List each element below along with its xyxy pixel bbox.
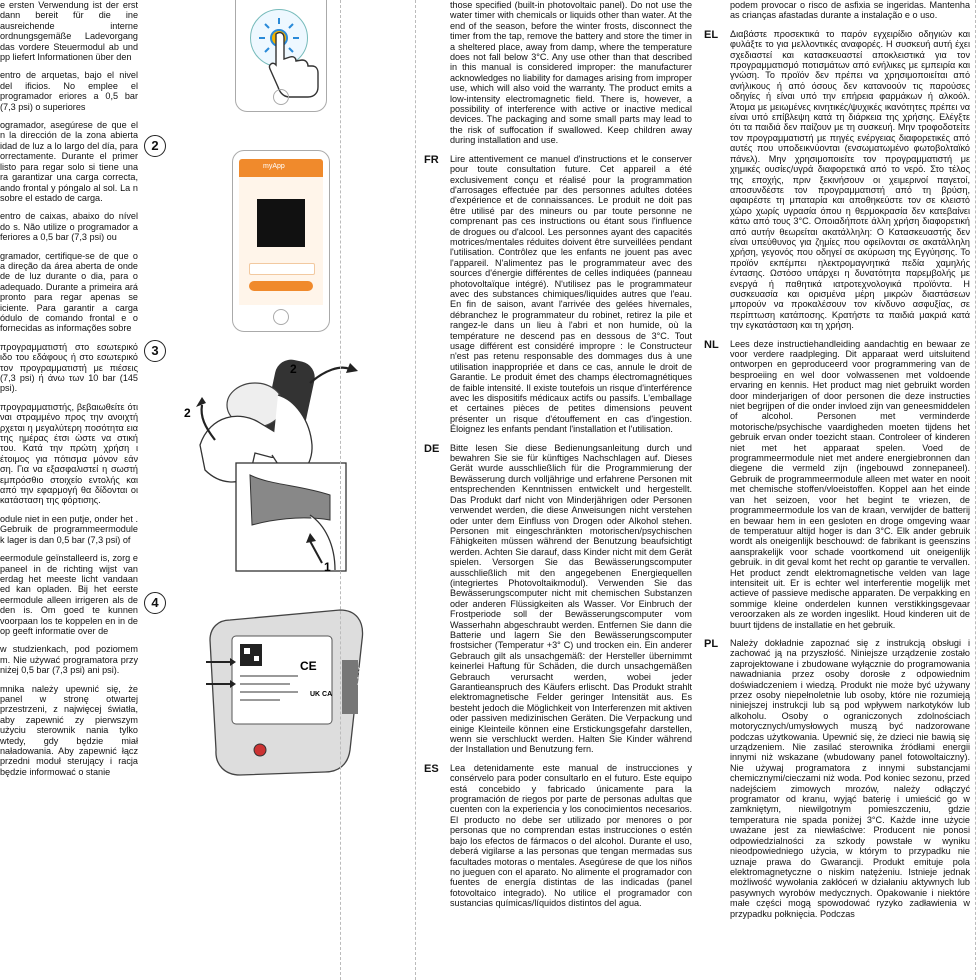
left-paragraph: entro de caixas, abaixo do nível do s. Não utilize o programador a feriores a 0,5 bar (7,3 psi) ou — [0, 211, 138, 243]
instruction-text: Lea detenidamente este manual de instrucciones y consérvelo para poder consultarlo en el futuro. Este equipo está concebido y fabricado únicamente para la programación de riegos por parte de personas adultas que cuenten con la experiencia y los conocimientos necesarios. El producto no debe ser utilizado por menores o por personas que no comprendan estas instrucciones o estén bajo los efectos de fármacos o del alcohol. Durante el uso, deberá vigilarse a las personas que tengan mermadas sus facultades motoras o mentales. Asegúrese de que los niños no jueguen con el aparato. No alimente el programador con fuentes de energía distintas de las indicadas (panel fotovoltaico integrado). No utilice el programador con sustancias químicas/líquidos distintos del agua. — [450, 762, 692, 909]
left-paragraph: entro de arquetas, bajo el nivel del ificios. No emplee el programador eriores a 0,5 bar (7,3 psi) o superiores — [0, 70, 138, 112]
arrow-label-1: 1 — [324, 560, 331, 574]
language-code: FR — [424, 153, 439, 166]
en-text-tail: those specified (built-in photovoltaic panel). Do not use the water timer with chemicals or liquids other than water. At the end of the season, before the winter frosts, disconnect the timer from the tap, remove the battery and store the timer in a sheltered place, away from damp, where the temperature does not fall below 3°C. Any use other than that described in this manual is considered improper: the manufacturer acknowledges no liability for damages arising from improper use, which will also void the warranty. The product emits a low-intensity electromagnetic field. There is, however, a possibility of interference with active or inactive medical devices. The packaging and some small parts may lead to the risk of suffocation if swallowed. Keep children away during installation and use. — [450, 0, 692, 146]
left-paragraph: προγραμματιστή στο εσωτερικό ιδο του εδάφους ή στο εσωτερικό τον προγραμματιστή με πιέσεις (7,3 psi) ή άνω των 10 bar (145 psi). — [0, 341, 138, 394]
app-screen — [239, 177, 323, 305]
column-pt-el-nl-pl — [704, 0, 970, 927]
home-button-icon — [273, 309, 289, 325]
dashed-divider — [975, 0, 976, 980]
left-paragraph: eermodule geïnstalleerd is, zorg e paneel in de richting wijst van erdag het meeste licht vandaan ed kan opladen. Bij het eerste eermodule alleen irrigeren als de den is. Om goed te kunnen voorpaan los te koppelen en in de op geeft informatie over de — [0, 553, 138, 636]
language-code: NL — [704, 338, 719, 351]
pt-text-tail: podem provocar o risco de asfixia se ingeridas. Mantenha as crianças afastadas durante a instalação e o uso. — [730, 0, 970, 21]
lang-section-es — [424, 763, 692, 909]
language-code: DE — [424, 442, 440, 455]
left-paragraph: odule niet in een putje, onder het . Gebruik de programmeermodule k lager is dan 0,5 bar (7,3 psi) of — [0, 513, 138, 545]
ukca-mark: UK CA — [310, 691, 333, 698]
arrow-label-2-right: 2 — [290, 362, 297, 376]
hands-removing-module-illustration — [160, 345, 360, 580]
lang-section-de — [424, 443, 692, 755]
column-en-fr-de-es — [424, 0, 692, 917]
lang-section-pl — [704, 638, 970, 919]
device-label-illustration — [200, 600, 370, 780]
lang-section-fr — [424, 154, 692, 435]
dashed-divider — [415, 0, 416, 980]
home-button-icon — [273, 89, 289, 105]
ce-mark: CE — [300, 659, 317, 673]
left-text-column — [0, 0, 138, 785]
lang-section-el — [704, 29, 970, 331]
arrow-label-2-left: 2 — [184, 406, 191, 420]
step-number-2: 2 — [144, 135, 166, 157]
language-code: EL — [704, 28, 719, 41]
brand-logo: claber — [356, 667, 365, 689]
dashed-divider — [340, 0, 341, 980]
instruction-text: Bitte lesen Sie diese Bedienungsanleitung durch und bewahren Sie sie für künftiges Nachschlagen auf. Dieses Gerät wurde ausschließlich für die Programmierung der Bewässerung durch volljährige und erfahrene Personen mit entsprechenden Kenntnissen entwickelt und hergestellt. Das Produkt darf nicht von Minderjährigen oder Personen verwendet werden, die diese Anweisungen nicht verstehen oder unter dem Einfluss von Drogen oder Alkohol stehen. Personen mit eingeschränkten motorischen/psychischen Fähigkeiten müssen während der Benutzung beaufsichtigt werden. Achten Sie darauf, dass Kinder nicht mit dem Gerät spielen. Versorgen Sie das Bewässerungscomputer ausschließlich mit den angegebenen Energiequellen (integriertes Photovoltaikmodul). Verwenden Sie das Bewässerungscomputer nicht mit chemischen Substanzen oder anderen Flüssigkeiten als Wasser. Vor Einbruch der Frostperiode soll der Bewässerungscomputer vom Wasserhahn abgeschraubt werden. Entfernen Sie dann die Batterie und lagern Sie den Bewässerungscomputer frostsicher (Temperatur +3° C) und trocken ein. Ein anderer Gebrauch gilt als unsachgemäß: der Hersteller übernimmt keinerlei Haftung für Schäden, die durch unsachgemäßen Gebrauch verursacht werden, wobei jeder Garantieanspruch des Käufers erlischt. Das Produkt strahlt elektromagnetische Felder geringer Intensität aus. Es besteht jedoch die Möglichkeit von Interferenzen mit aktiven oder passiven medizinischen Geräten. Die Verpackung und einige Kleinteile können eine Erstickungsgefahr darstellen, wenn sie verschluckt werden. Halten Sie Kinder während der Installation und Benutzung fern. — [450, 442, 692, 755]
phone-illustration-1 — [235, 0, 327, 112]
lang-section-en-tail — [424, 0, 692, 146]
lang-section-pt-tail — [704, 0, 970, 21]
illustrations — [140, 0, 365, 980]
left-paragraph: gramador, certifique-se de que o a direção da área aberta de onde de de luz durante o dia, para o adequado. Durante a primeira ará pronto para regar apenas se iciente. Para garantir a carga ódulo de comando frontal e o fornecidas as informações sobre — [0, 250, 138, 334]
left-paragraph: e ersten Verwendung ist der erst dann bereit für die ine ausreichende interne ordnungsgemäße Ladevorgang das vordere Steuermodul ab und pp liefert Informationen über den — [0, 0, 138, 63]
language-code: PL — [704, 637, 719, 650]
instruction-text: Διαβάστε προσεκτικά το παρόν εγχειρίδιο οδηγιών και φυλάξτε το για μελλοντικές αναφορές. Η συσκευή αυτή έχει σχεδιαστεί και κατασκευαστεί αποκλειστικά για τον προγραμματισμό ποτισμάτων από ενήλικες με εμπειρία και γνώση. Το προϊόν δεν πρέπει να χρησιμοποιείται από ανήλικους ή από όσους δεν κατανοούν τις παρούσες οδηγίες ή είναι υπό την επήρεια φαρμάκων ή αλκοόλ. Άτομα με μειωμένες κινητικές/ψυχικές ικανότητες πρέπει να είναι υπό επίβλεψη κατά τη διάρκεια της χρήσης. Ελέγξτε ότι τα παιδιά δεν παίζουν με τη συσκευή. Μην τροφοδοτείτε τον προγραμματιστή με πηγές ενέργειας διαφορετικές από αυτές που υποδεικνύονται (ενσωματωμένο φωτοβολταϊκό πάνελ). Μην χρησιμοποιείτε τον προγραμματιστή με χημικές ουσίες/υγρά διαφορετικά από το νερό. Στο τέλος της εποχής, πριν ξεκινήσουν οι χειμερινοί παγετοί, αποσυνδέστε τον προγραμματιστή από τη βρύση, αφαιρέστε τη μπαταρία και αποθηκεύστε τον σε κλειστό χώρο χωρίς υγρασία όπου η θερμοκρασία δεν κατεβαίνει κάτω από τους 3°C. Οποιαδήποτε άλλη χρήση διαφορετική από αυτήν θεωρείται ακατάλληλη: Ο Κατασκευαστής δεν είναι υπεύθυνος για ζημίες που οφείλονται σε ακατάλληλη χρήση, γεγονός που οδηγεί σε ακύρωση της Εγγύησης. Το προϊόν εκπέμπει ηλεκτρομαγνητικά πεδία χαμηλής έντασης. Ωστόσο υπάρχει η δυνατότητα παρεμβολής με ενεργά ή παθητικά ιατροτεχνολογικά προϊόντα. Η συσκευασία και ορισμένα μέρη μικρών διαστάσεων μπορούν να προκαλέσουν τον κίνδυνο ασφυξίας, σε περίπτωση κατάποσης. Κρατήστε τα παιδιά μακριά κατά την εγκατάσταση και τη χρήση. — [730, 28, 970, 331]
left-paragraph: w studzienkach, pod poziomem m. Nie używać programatora przy niżej 0,5 bar (7,3 psi) ani psi). — [0, 644, 138, 676]
app-title: myApp — [263, 163, 285, 170]
left-paragraph: ogramador, asegúrese de que el n la dirección de la zona abierta idad de luz a lo largo del día, para orrectamente. Durante el primer listo para regar solo si tiene una ra garantizar una carga correcta, ando frontal y póngalo al sol. La n sobre el estado de carga. — [0, 120, 138, 203]
instruction-text: Lire attentivement ce manuel d'instructions et le conserver pour toute consultation future. Cet appareil a été exclusivement conçu et réalisé pour la programmation d'arrosages effectuée par des personnes adultes dotées d'expérience et de connaissances. Le produit ne doit pas être utilisé par des mineurs ou par toute personne ne comprenant pas ces instructions ou étant sous l'influence de drogues ou d'alcool. Les personnes ayant des capacités motrices/mentales réduites doivent être surveillées pendant l'utilisation. Contrôlez que les enfants ne jouent pas avec l'appareil. N'alimentez pas le programmateur avec des sources d'énergie différentes de celles indiquées (panneau photovoltaïque intégré). N'utilisez pas le programmateur avec des substances chimiques/liquides autres que l'eau. En fin de saison, avant l'arrivée des gelées hivernales, débranchez le programmateur du robinet, retirez la pile et rangez-le dans un lieu à l'abri et non humide, où la température ne descend pas en dessous de 3°C. Tout usage différent est considéré impropre : le Constructeur n'est pas retenu responsable des dommages dus à une utilisation inappropriée et dans ce cas, annule le droit de Garantie. Le produit émet des champs électromagnétiques de faible intensité. Il existe toutefois un risque d'interférence avec les dispositifs médicaux actifs ou passifs. L'emballage et certaines pièces de petites dimensions peuvent présenter un risque d'étouffement en cas d'ingestion. Éloignez les enfants pendant l'installation et l'utilisation. — [450, 153, 692, 435]
qr-frame — [257, 199, 305, 247]
phone-illustration-2 — [232, 150, 330, 332]
step-number-3: 3 — [144, 340, 166, 362]
instruction-text: Należy dokładnie zapoznać się z instrukcją obsługi i zachować ją na przyszłość. Niniejsze urządzenie zostało zaprojektowane i zbudowane wyłącznie do programowania nawadniania przez osoby dorosłe z odpowiednim doświadczeniem i wiedzą. Produkt nie może być używany przez osoby niepełnoletnie lub osoby, które nie rozumieją niniejszej instrukcji lub są pod wpływem narkotyków lub alkoholu. Osoby o ograniczonych zdolnościach motorycznych/umysłowych muszą być nadzorowane podczas użytkowania. Upewnić się, że dzieci nie bawią się urządzeniem. Nie zasilać sterownika źródłami energii innymi niż wskazane (wbudowany panel fotowoltaiczny). Nie używaj programatora z innymi substancjami chemicznymi/cieczami niż woda. Pod koniec sezonu, przed nadejściem zimowych mrozów, należy odłączyć programator od kranu, wyjąć baterię i umieścić go w zamkniętym, niewilgotnym pomieszczeniu, gdzie temperatura nie spada poniżej 3°C. Każde inne użycie uważane jest za niewłaściwe: Producent nie ponosi odpowiedzialności za szkody powstałe w wyniku nieodpowiedniego użycia, w którym to przypadku nie uznaje prawa do Gwarancji. Produkt emituje pola elektromagnetyczne o niskim natężeniu. Istnieje jednak możliwość wywołania zakłóceń w działaniu aktywnych lub pasywnych wyrobów medycznych. Opakowanie i niektóre małe części mogą spowodować ryzyko zadławienia w przypadku połknięcia. Podczas — [730, 637, 970, 919]
left-paragraph: προγραμματιστής, βεβαιωθείτε ότι ναι στραμμένο προς την ανοιχτή ρχεται η μεγαλύτερη ποσότητα εια της ημέρας έτσι ώστε να στική του. Κατά την πρώτη χρήση ι έτοιμος για πότισμα μόνον εάν ση. Για να εξασφαλιστεί η σωστή εμπρόσθιο στοιχείο εντολής και από την εφαρμογή θα δίδονται οι κατάσταση της φόρτισης. — [0, 401, 138, 506]
language-code: ES — [424, 762, 439, 775]
app-header — [239, 159, 323, 177]
hand-tap-icon — [266, 29, 326, 99]
instruction-text: Lees deze instructiehandleiding aandachtig en bewaar ze voor verdere raadpleging. Dit apparaat werd uitsluitend ontworpen en geproduceerd voor programmering van de besproeiing en wel door volwassenen met voldoende ervaring en kennis. Het product mag niet gebruikt worden door minderjarigen of door personen die deze instructies niet begrijpen of die onder invloed zijn van geneesmiddelen of alcohol. Personen met verminderde motorische/psychische vaardigheden moeten tijdens het gebruik ervan onder toezicht staan. Controleer of kinderen niet met het apparaat spelen. Voed de programmeermodule niet met andere energiebronnen dan diegene die vermeld zijn (ingebouwd zonnepaneel). Gebruik de programmeermodule alleen met water en nooit met chemische stoffen/vloeistoffen. Koppel aan het einde van het seizoen, voor het begint te vriezen, de programmeermodule los van de kraan, verwijder de batterij en bewaar hem in een gesloten en droge omgeving waar de temperatuur altijd hoger is dan 3°C. Elk ander gebruik wordt als oneigenlijk beschouwd: de fabrikant is geenszins aansprakelijk voor schade voortkomend uit oneigenlijk gebruik. in dit geval komt het recht op garantie te vervallen. Het product zendt elektromagnetische velden van lage intensiteit uit. Er is echter wel interferentie mogelijk met actieve of passieve medische apparaten. De verpakking en sommige kleine onderdelen kunnen verstikkingsgevaar veroorzaken als ze worden ingeslikt. Houd kinderen uit de buurt tijdens de installatie en het gebruik. — [730, 338, 970, 630]
confirm-button — [249, 281, 313, 291]
lang-section-nl — [704, 339, 970, 630]
left-paragraph: mnika należy upewnić się, że panel w stronę otwartej przestrzeni, z najwięcej światła, aby zapewnić zy pierwszym użyciu sterownik nania tylko wtedy, gdy będzie miał naładowania. Aby zapewnić łącz przedni moduł sterujący i racja będzie informować o stanie — [0, 683, 138, 777]
step-number-4: 4 — [144, 592, 166, 614]
input-field — [249, 263, 315, 275]
